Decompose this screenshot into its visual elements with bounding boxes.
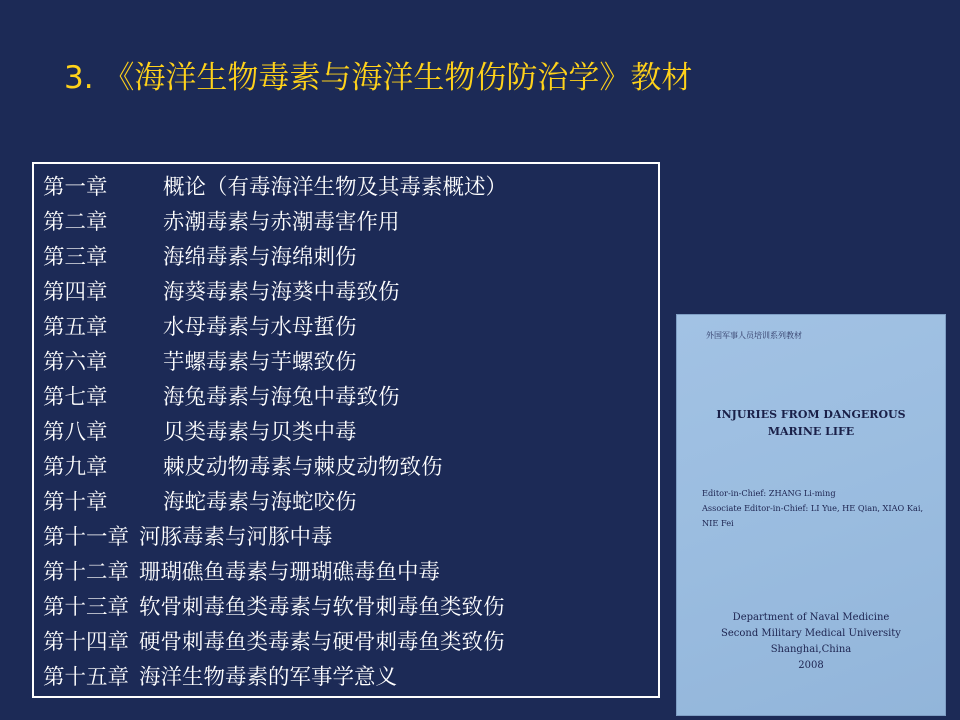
slide-title: 3. 《海洋生物毒素与海洋生物伤防治学》教材 (64, 60, 693, 96)
chapter-row (43, 450, 658, 485)
chapter-row (43, 590, 658, 625)
cover-title (676, 406, 946, 440)
chapter-topic: 赤潮毒素与赤潮毒害作用 (163, 210, 400, 235)
chapter-number: 第十四章 (43, 630, 130, 655)
chapter-number: 第七章 (43, 385, 108, 410)
chapter-topic: 概论（有毒海洋生物及其毒素概述） (163, 175, 508, 200)
chapter-row (43, 485, 658, 520)
cover-editor-chief: Editor-in-Chief: ZHANG Li-ming (702, 488, 836, 498)
chapter-row (43, 415, 658, 450)
chapter-topic: 珊瑚礁鱼毒素与珊瑚礁毒鱼中毒 (139, 560, 441, 585)
chapter-topic: 海绵毒素与海绵刺伤 (163, 245, 357, 270)
chapter-number: 第六章 (43, 350, 108, 375)
chapter-number: 第十三章 (43, 595, 130, 620)
chapter-number: 第三章 (43, 245, 108, 270)
chapter-row (43, 625, 658, 660)
cover-series-text: 外国军事人员培训系列教材 (706, 331, 802, 340)
chapter-row (43, 520, 658, 555)
chapter-number: 第四章 (43, 280, 108, 305)
chapter-number: 第八章 (43, 420, 108, 445)
cover-department: Department of Naval Medicine (732, 612, 890, 623)
cover-title-line: MARINE LIFE (767, 425, 855, 438)
chapter-topic: 水母毒素与水母蜇伤 (163, 315, 357, 340)
cover-title-line: INJURIES FROM DANGEROUS (716, 408, 906, 421)
chapter-topic: 海葵毒素与海葵中毒致伤 (163, 280, 400, 305)
chapter-topic: 硬骨刺毒鱼类毒素与硬骨刺毒鱼类致伤 (139, 630, 505, 655)
chapter-row (43, 310, 658, 345)
chapter-row (43, 380, 658, 415)
chapter-number: 第十五章 (43, 665, 130, 690)
chapter-row (43, 660, 658, 695)
chapter-row (43, 240, 658, 275)
chapter-list (32, 162, 660, 698)
chapter-topic: 海兔毒素与海兔中毒致伤 (163, 385, 400, 410)
cover-university: Second Military Medical University (721, 628, 901, 639)
chapter-number: 第十二章 (43, 560, 130, 585)
chapter-row (43, 555, 658, 590)
chapter-row (43, 275, 658, 310)
chapter-row (43, 345, 658, 380)
chapter-topic: 棘皮动物毒素与棘皮动物致伤 (163, 455, 443, 480)
cover-associate-editors: Associate Editor-in-Chief: LI Yue, HE Qian, XIAO Kai, (702, 503, 924, 513)
chapter-number: 第十章 (43, 490, 108, 515)
chapter-number: 第二章 (43, 210, 108, 235)
chapter-topic: 贝类毒素与贝类中毒 (163, 420, 357, 445)
cover-editors (702, 486, 938, 531)
chapter-topic: 河豚毒素与河豚中毒 (139, 525, 333, 550)
cover-associate-editors-cont: NIE Fei (702, 518, 734, 528)
chapter-topic: 海蛇毒素与海蛇咬伤 (163, 490, 357, 515)
cover-location: Shanghai,China (770, 644, 852, 655)
chapter-number: 第一章 (43, 175, 108, 200)
chapter-number: 第九章 (43, 455, 108, 480)
cover-year: 2008 (798, 660, 824, 671)
chapter-topic: 芋螺毒素与芋螺致伤 (163, 350, 357, 375)
chapter-row (43, 205, 658, 240)
chapter-row (43, 170, 658, 205)
chapter-number: 第十一章 (43, 525, 130, 550)
chapter-topic: 软骨刺毒鱼类毒素与软骨刺毒鱼类致伤 (139, 595, 505, 620)
cover-publisher (676, 610, 946, 674)
chapter-topic: 海洋生物毒素的军事学意义 (139, 665, 398, 690)
book-cover-photo (676, 314, 946, 716)
chapter-number: 第五章 (43, 315, 108, 340)
